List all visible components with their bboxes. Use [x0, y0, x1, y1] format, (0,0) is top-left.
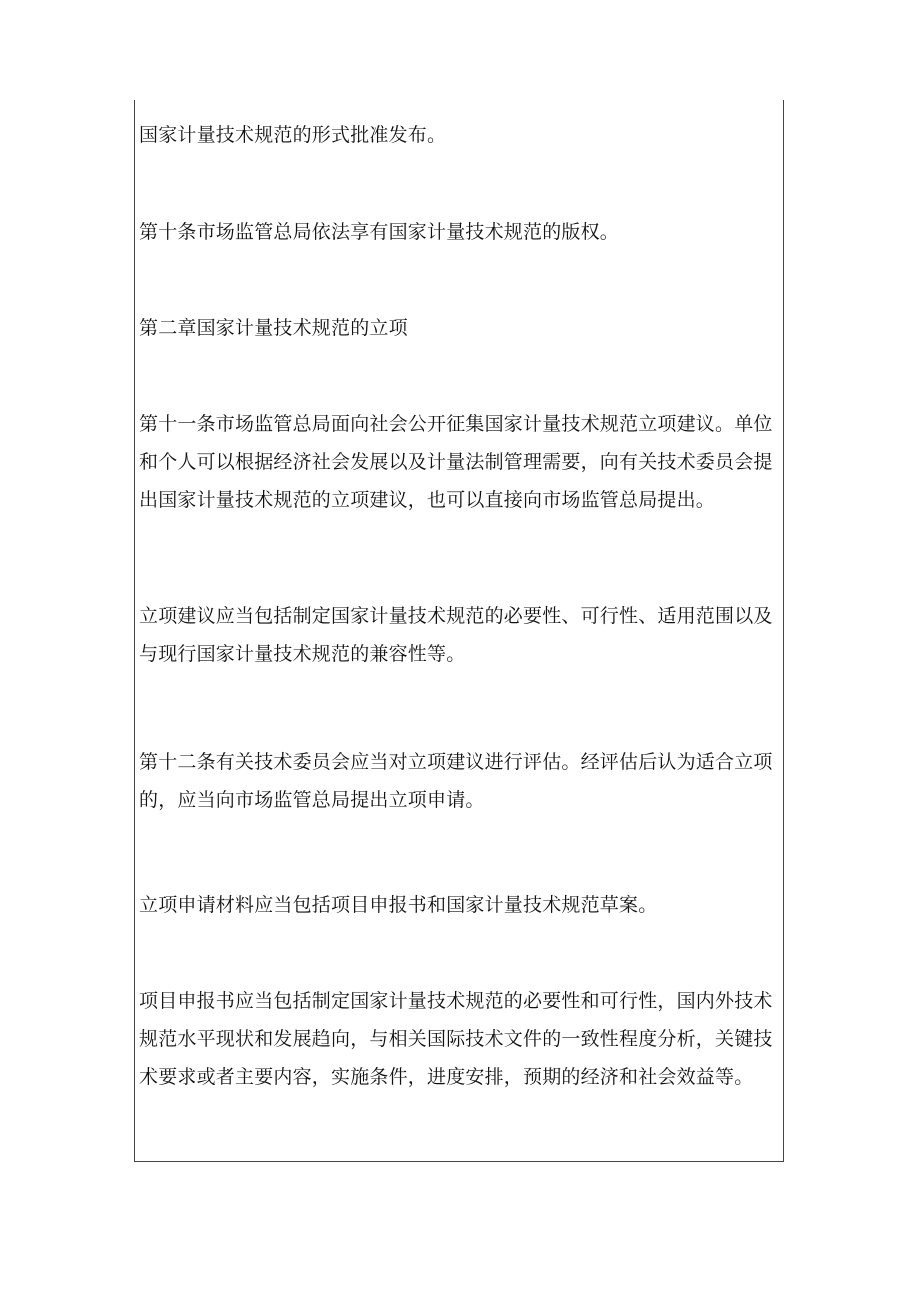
paragraph-project-declaration: 项目申报书应当包括制定国家计量技术规范的必要性和可行性，国内外技术规范水平现状和发展趋向，与相关国际技术文件的一致性程度分析，关键技术要求或者主要内容，实施条件，进度安排，预期的经济和社会效益等。	[139, 990, 773, 1088]
document-frame	[134, 100, 784, 1162]
paragraph-application-materials: 立项申请材料应当包括项目申报书和国家计量技术规范草案。	[139, 894, 658, 916]
paragraph-article-12: 第十二条有关技术委员会应当对立项建议进行评估。经评估后认为适合立项的，应当向市场监管总局提出立项申请。	[139, 751, 773, 811]
paragraph-article-10: 第十条市场监管总局依法享有国家计量技术规范的版权。	[139, 221, 620, 243]
chapter-heading-2: 第二章国家计量技术规范的立项	[139, 317, 408, 339]
paragraph-article-11: 第十一条市场监管总局面向社会公开征集国家计量技术规范立项建议。单位和个人可以根据经济社会发展以及计量法制管理需要，向有关技术委员会提出国家计量技术规范的立项建议，也可以直接向市场监管总局提出。	[139, 413, 773, 511]
paragraph-proposal-content: 立项建议应当包括制定国家计量技术规范的必要性、可行性、适用范围以及与现行国家计量技术规范的兼容性等。	[139, 605, 773, 665]
paragraph-publication: 国家计量技术规范的形式批准发布。	[139, 124, 447, 146]
